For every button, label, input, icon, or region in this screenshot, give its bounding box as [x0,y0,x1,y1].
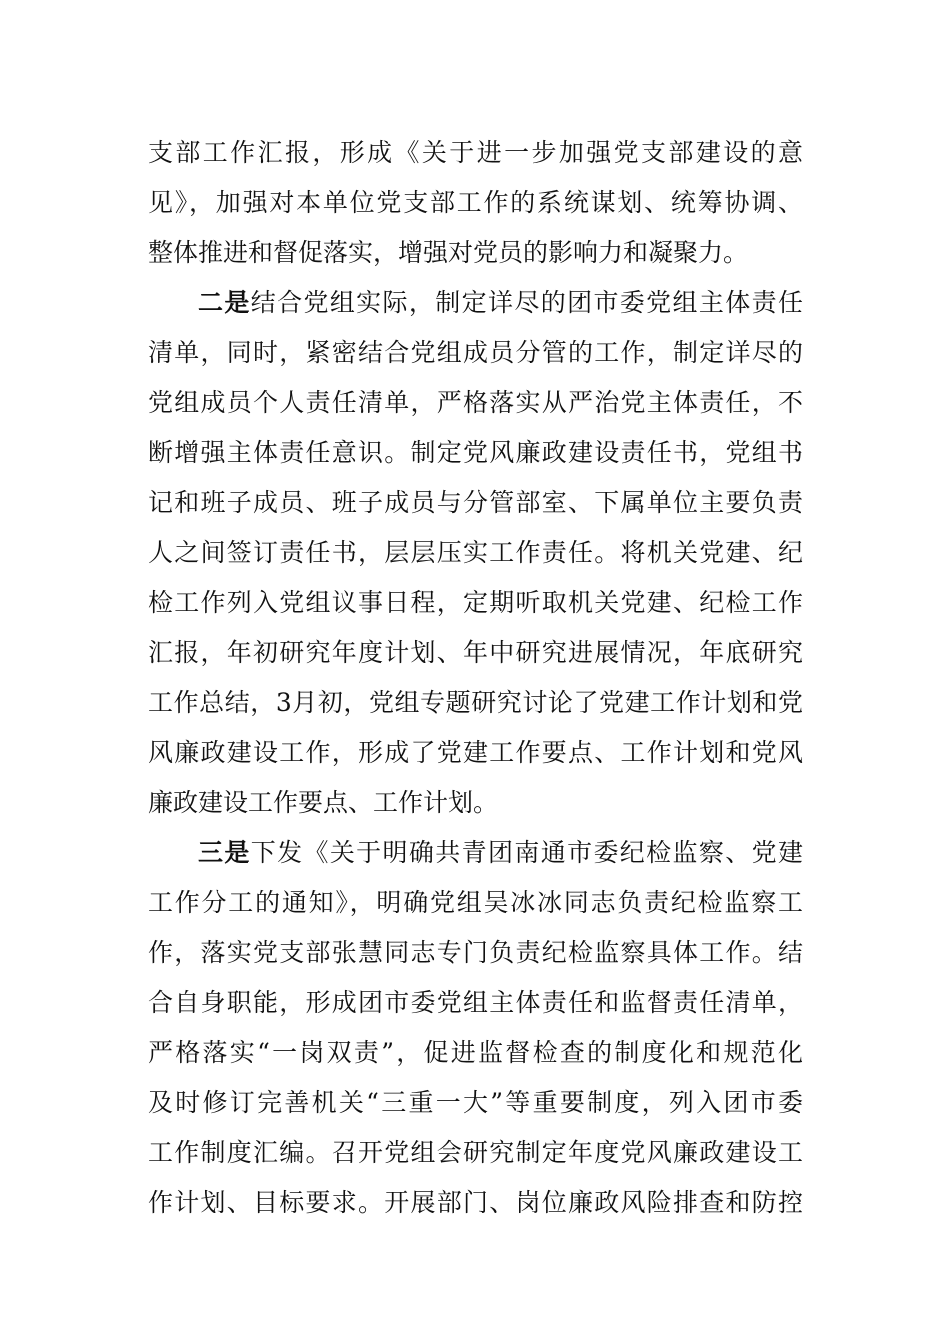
paragraph-2-line-4: 断增强主体责任意识。制定党风廉政建设责任书，党组书 [148,438,803,467]
paragraph-2-line-11: 廉政建设工作要点、工作计划。 [148,788,499,817]
paragraph-2-line-9: 工作总结，3月初，党组专题研究讨论了党建工作计划和党 [148,688,803,717]
paragraph-3-line-7: 工作制度汇编。召开党组会研究制定年度党风廉政建设工 [148,1138,803,1167]
paragraph-3-line-4: 合自身职能，形成团市委党组主体责任和监督责任清单， [148,988,803,1017]
paragraph-3-line-2: 工作分工的通知》，明确党组吴冰冰同志负责纪检监察工 [148,888,803,917]
paragraph-3-lead: 三是 [198,838,251,867]
paragraph-2-line-5: 记和班子成员、班子成员与分管部室、下属单位主要负责 [148,488,803,517]
paragraph-3-line-1-text: 下发《关于明确共青团南通市委纪检监察、党建 [250,838,803,867]
paragraph-3-line-1 [198,833,803,873]
paragraph-3-line-6: 及时修订完善机关“三重一大”等重要制度，列入团市委 [148,1088,803,1117]
paragraph-2-lead: 二是 [198,288,251,317]
paragraph-3-line-8: 作计划、目标要求。开展部门、岗位廉政风险排查和防控 [148,1188,803,1217]
paragraph-3-line-3: 作，落实党支部张慧同志专门负责纪检监察具体工作。结 [148,938,803,967]
paragraph-1-line-3: 整体推进和督促落实，增强对党员的影响力和凝聚力。 [148,238,749,267]
paragraph-2-line-10: 风廉政建设工作，形成了党建工作要点、工作计划和党风 [148,738,803,767]
paragraph-2-line-6: 人之间签订责任书，层层压实工作责任。将机关党建、纪 [148,538,803,567]
paragraph-1-line-2: 见》，加强对本单位党支部工作的系统谋划、统筹协调、 [148,188,803,217]
paragraph-2-line-8: 汇报，年初研究年度计划、年中研究进展情况，年底研究 [148,638,803,667]
paragraph-2-line-1-text: 结合党组实际，制定详尽的团市委党组主体责任 [250,288,803,317]
paragraph-1-line-1: 支部工作汇报，形成《关于进一步加强党支部建设的意 [148,138,803,167]
paragraph-2-line-7: 检工作列入党组议事日程，定期听取机关党建、纪检工作 [148,588,803,617]
paragraph-2-line-2: 清单，同时，紧密结合党组成员分管的工作，制定详尽的 [148,338,803,367]
paragraph-3-line-5: 严格落实“一岗双责”，促进监督检查的制度化和规范化 [148,1038,803,1067]
paragraph-2-line-3: 党组成员个人责任清单，严格落实从严治党主体责任，不 [148,388,803,417]
paragraph-2-line-1 [198,283,803,323]
